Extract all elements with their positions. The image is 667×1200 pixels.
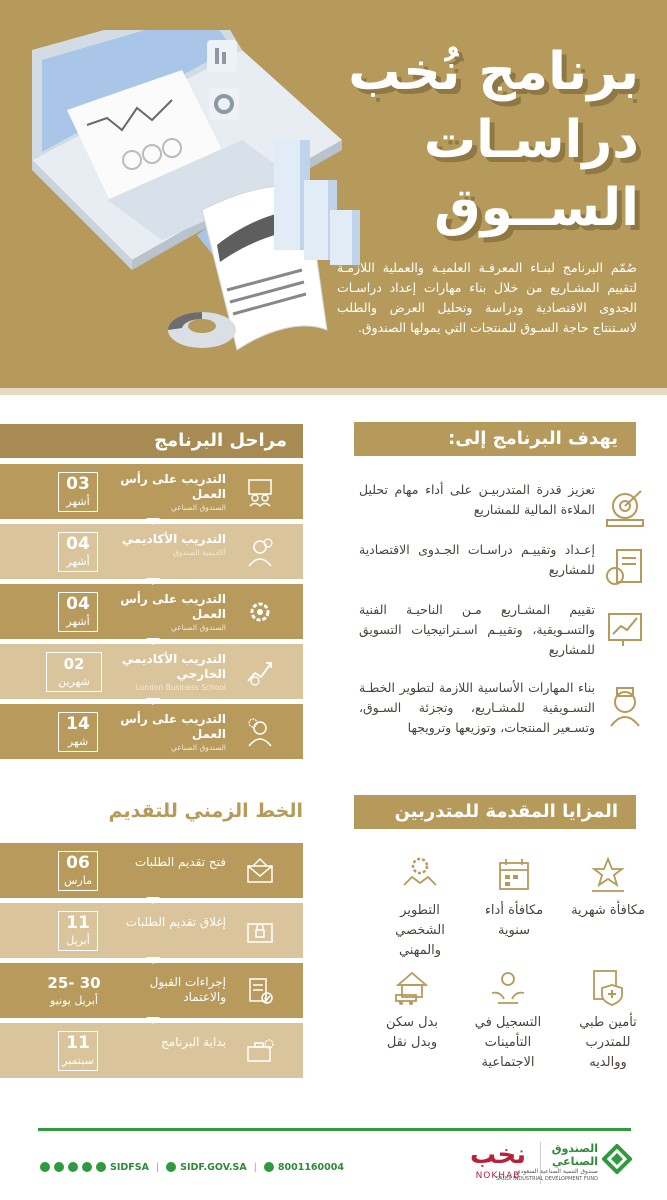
stage-title: التدريب على رأس العمل <box>120 472 226 501</box>
stage-title: التدريب على رأس العمل <box>120 712 226 741</box>
medical-shield-icon <box>588 967 628 1007</box>
benefit-label: بدل سكن وبدل نقل <box>386 1015 438 1050</box>
stage-title: التدريب على رأس العمل <box>120 592 226 621</box>
hero-divider <box>0 388 667 395</box>
stages-list <box>0 464 303 764</box>
calendar-bonus-icon <box>494 855 534 895</box>
facebook-icon[interactable] <box>82 1162 92 1172</box>
sidf-emblem-icon <box>602 1144 632 1174</box>
locked-envelope-icon <box>245 916 275 946</box>
stage-row <box>0 524 303 579</box>
hero-title-line: دراسـات <box>423 110 639 170</box>
timeline-date: 11 سبتمبر <box>58 1031 98 1071</box>
laptop-analytics-illustration <box>12 30 372 380</box>
academic-person-icon <box>245 537 275 567</box>
stage-provider: الصندوق الصناعي <box>170 503 226 512</box>
goal-item <box>357 478 647 538</box>
goal-text: تقييم المشـاريع مـن الناحيـة الفنية والتسـويقية، وتقييـم اسـتراتيجيات التسويق للمشاريع <box>359 602 595 657</box>
target-analysis-icon <box>603 486 647 530</box>
timeline-list <box>0 843 303 1083</box>
website-link[interactable]: SIDF.GOV.SA <box>180 1161 247 1173</box>
feasibility-report-icon <box>603 546 647 590</box>
stage-duration: 02 شهرين <box>46 652 102 692</box>
growth-chart-icon <box>245 657 275 687</box>
stage-provider: الصندوق الصناعي <box>170 743 226 752</box>
timeline-date: 11 أبريل <box>58 911 98 951</box>
timeline-title: فتح تقديم الطلبات <box>134 855 226 869</box>
stage-duration: 03 أشهر <box>58 472 98 512</box>
timeline-title: إجراءات القبول والاعتماد <box>149 975 226 1004</box>
stage-row <box>0 704 303 759</box>
stage-provider: الصندوق الصناعي <box>170 623 226 632</box>
open-envelope-icon <box>245 856 275 886</box>
phone-number[interactable]: 8001160004 <box>277 1161 344 1173</box>
timeline-row <box>0 1023 303 1078</box>
social-handle[interactable]: SIDFSA <box>110 1161 149 1173</box>
stage-row <box>0 464 303 519</box>
hero-title-line: برنامج نُخب <box>348 42 639 102</box>
hero-title-line: الســوق <box>434 178 639 238</box>
timeline-title: إغلاق تقديم الطلبات <box>125 915 226 929</box>
stages-heading: مراحل البرنامج <box>0 424 303 458</box>
benefit-item <box>372 967 452 1053</box>
benefits-heading: المزايا المقدمة للمتدربين <box>354 795 636 829</box>
stage-duration: 14 شهر <box>58 712 98 752</box>
benefit-item <box>474 855 554 941</box>
nokhab-logo: نخب NOKHAB <box>469 1140 527 1181</box>
stage-title: التدريب الأكاديمي <box>121 532 226 546</box>
hero-title <box>339 38 639 242</box>
goal-text: بناء المهارات الأساسية اللازمة لتطوير الخطـة التسـويقية للمشـاريع، وتجزئة السـوق، وتسـعير المنتجات، وتوزيعها وترويجها <box>359 680 595 735</box>
phone-icon <box>264 1162 274 1172</box>
stage-title: التدريب الأكاديمي الخارجي <box>121 652 226 681</box>
timeline-row <box>0 963 303 1018</box>
goals-heading: يهدف البرنامج إلى: <box>354 422 636 456</box>
timeline-row <box>0 843 303 898</box>
approved-document-icon <box>245 976 275 1006</box>
timeline-date: 25- 30 أبريل يونيو <box>47 974 101 1007</box>
contact-bar: SIDFSA | SIDF.GOV.SA | 8001160004 <box>40 1159 344 1175</box>
stage-duration: 04 أشهر <box>58 532 98 572</box>
goal-text: تعزيز قدرة المتدربيـن على أداء مهام تحليل الملاءة المالية للمشاريع <box>359 482 595 517</box>
benefit-item <box>568 967 648 1073</box>
marketing-plan-icon <box>603 684 647 728</box>
benefit-label: مكافأة شهرية <box>571 903 645 918</box>
benefit-item <box>380 855 460 961</box>
training-board-icon <box>245 477 275 507</box>
goal-item <box>357 598 647 658</box>
goal-text: إعـداد وتقييـم دراسـات الجـدوى الاقتصادية للمشاريع <box>359 542 595 577</box>
youtube-icon[interactable] <box>54 1162 64 1172</box>
benefit-item <box>568 855 648 921</box>
social-insurance-icon <box>488 967 528 1007</box>
worker-gear-icon <box>245 717 275 747</box>
timeline-date: 06 مارس <box>58 851 98 891</box>
handshake-gear-icon <box>400 855 440 895</box>
linkedin-icon[interactable] <box>96 1162 106 1172</box>
instagram-icon[interactable] <box>68 1162 78 1172</box>
hero-description: صُمّم البرنامج لبنـاء المعرفـة العلميـة والعملية اللازمـة لتقييم المشـاريع من خلال بناء مهارات إعداد دراسـات الجدوى الاقتصادية ودراسة وتحليل العرض والطلب لاسـتنتاج حاجة السـوق للمنتجات التي يمولها الصندوق. <box>337 260 637 335</box>
footer-divider <box>38 1128 631 1131</box>
timeline-title: بداية البرنامج <box>161 1035 226 1049</box>
timeline-heading: الخط الزمني للتقديم <box>108 800 303 822</box>
stage-duration: 04 أشهر <box>58 592 98 632</box>
stage-row <box>0 644 303 699</box>
benefit-item <box>462 967 554 1073</box>
goal-item <box>357 676 647 756</box>
hero-banner <box>0 0 667 388</box>
house-car-icon <box>392 967 432 1007</box>
technical-evaluation-icon <box>603 606 647 650</box>
globe-icon <box>166 1162 176 1172</box>
benefit-label: التسجيل في التأمينات الاجتماعية <box>474 1015 542 1070</box>
timeline-row <box>0 903 303 958</box>
goal-item <box>357 538 647 598</box>
briefcase-start-icon <box>245 1036 275 1066</box>
stage-provider: أكاديمية الصندوق <box>173 548 226 557</box>
benefit-label: مكافأة أداء سنوية <box>484 903 544 938</box>
benefit-label: تأمين طبي للمتدرب ووالديه <box>579 1015 637 1070</box>
gear-icon <box>245 597 275 627</box>
stage-row <box>0 584 303 639</box>
twitter-icon[interactable] <box>40 1162 50 1172</box>
stage-provider: London Business School <box>135 683 226 692</box>
benefit-label: التطوير الشخصي والمهني <box>395 903 445 958</box>
reward-star-icon <box>588 855 628 895</box>
